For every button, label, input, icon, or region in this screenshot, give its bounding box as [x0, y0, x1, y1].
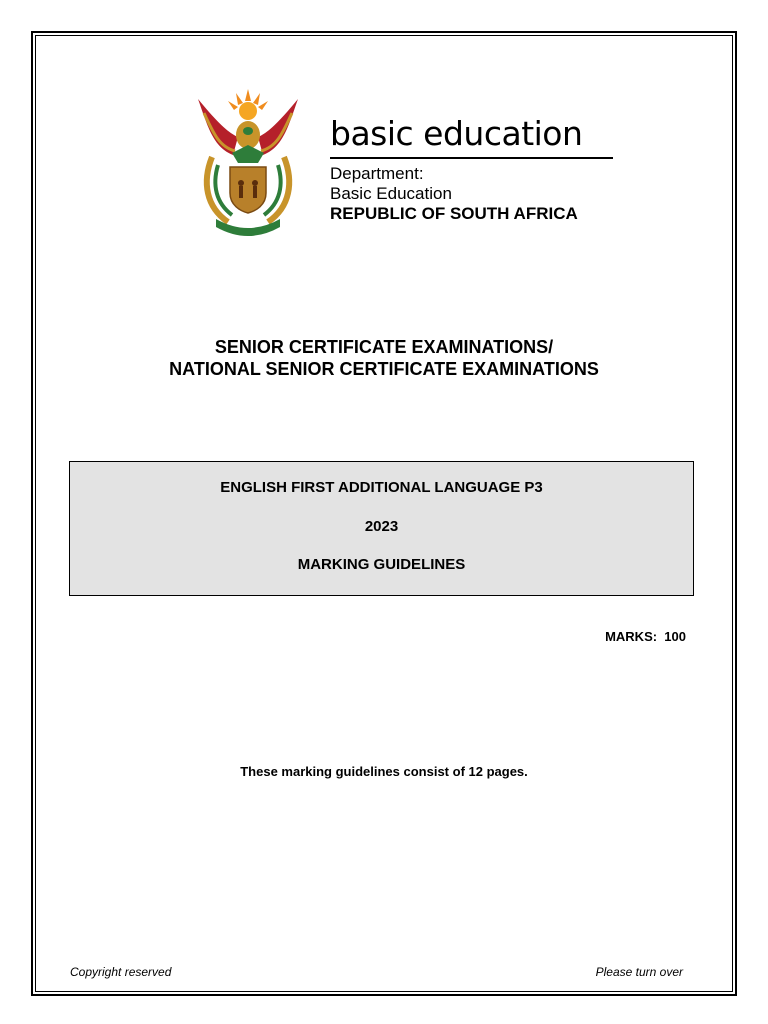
coat-of-arms-icon — [188, 87, 308, 237]
subject-box — [69, 461, 694, 596]
subject-name: ENGLISH FIRST ADDITIONAL LANGUAGE P3 — [220, 479, 543, 496]
department-name: Basic Education — [330, 184, 452, 203]
footer-turn-over: Please turn over — [595, 965, 683, 979]
exam-title-line1: SENIOR CERTIFICATE EXAMINATIONS/ — [214, 337, 554, 357]
exam-title-line2: NATIONAL SENIOR CERTIFICATE EXAMINATIONS — [169, 359, 599, 379]
document-type: MARKING GUIDELINES — [297, 556, 466, 573]
exam-year: 2023 — [364, 518, 399, 535]
country-name: REPUBLIC OF SOUTH AFRICA — [330, 204, 578, 223]
brand-title: basic education — [330, 114, 583, 153]
footer-copyright: Copyright reserved — [70, 965, 172, 979]
total-marks: MARKS: 100 — [605, 629, 686, 644]
department-label: Department: — [330, 164, 424, 183]
page-count-note: These marking guidelines consist of 12 pages. — [240, 764, 528, 779]
department-logo — [178, 82, 618, 247]
brand-divider — [330, 157, 613, 159]
